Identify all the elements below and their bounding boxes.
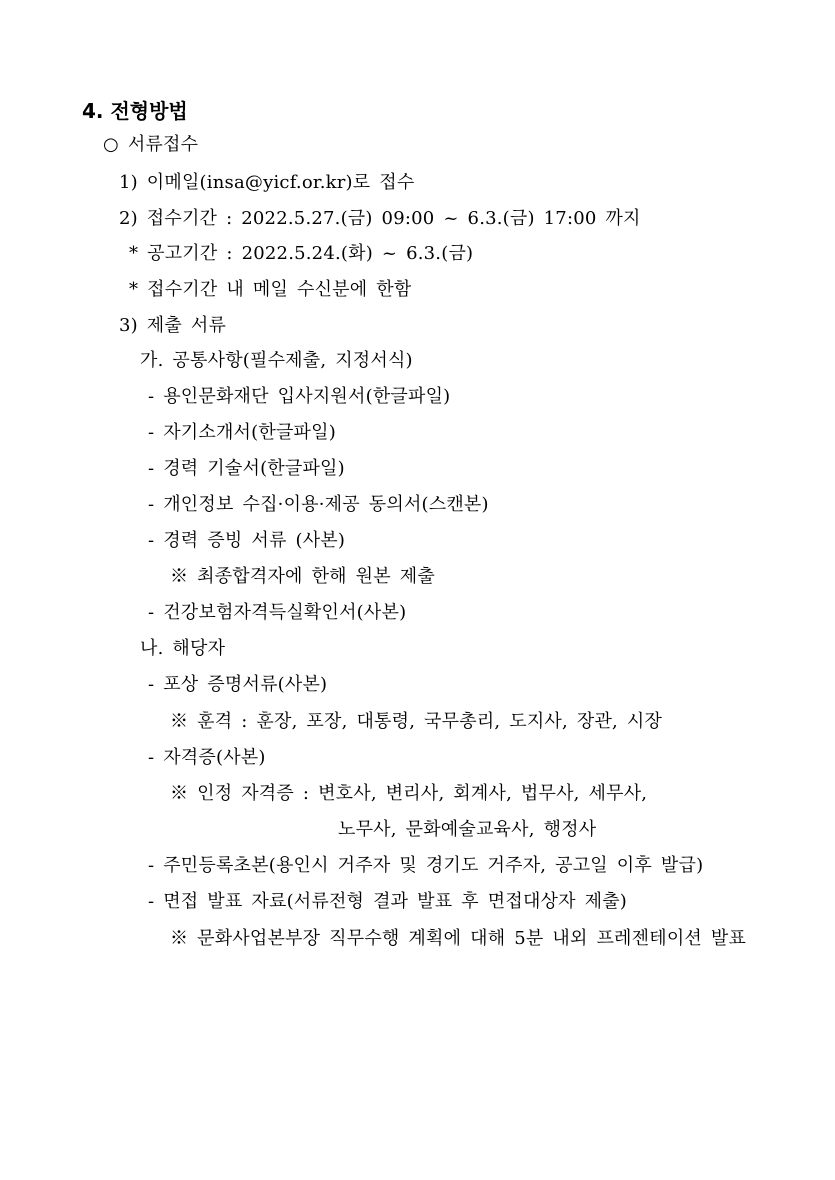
item-email-submission: 1) 이메일(insa@yicf.or.kr)로 접수	[119, 172, 415, 193]
doc-career-proof: - 경력 증빙 서류 (사본)	[148, 530, 346, 551]
note-email-received-only: * 접수기간 내 메일 수신분에 한함	[129, 279, 412, 300]
item-required-documents: 3) 제출 서류	[119, 315, 227, 336]
subsection-applicable: 나. 해당자	[140, 638, 226, 659]
subsection-common: 가. 공통사항(필수제출, 지정서식)	[140, 350, 413, 371]
doc-certificates: - 자격증(사본)	[148, 747, 266, 768]
note-presentation-plan: ※ 문화사업본부장 직무수행 계획에 대해 5분 내외 프레젠테이션 발표	[170, 928, 747, 949]
section-title: 4. 전형방법	[82, 99, 188, 123]
doc-self-introduction: - 자기소개서(한글파일)	[148, 422, 336, 443]
doc-interview-presentation: - 면접 발표 자료(서류전형 결과 발표 후 면접대상자 제출)	[148, 891, 628, 912]
doc-application-form: - 용인문화재단 입사지원서(한글파일)	[148, 386, 451, 407]
item-document-submission: ○ 서류접수	[103, 134, 199, 155]
doc-career-statement: - 경력 기술서(한글파일)	[148, 458, 345, 479]
note-recognized-certificates: ※ 인정 자격증 : 변호사, 변리사, 회계사, 법무사, 세무사,	[170, 783, 648, 804]
note-announcement-period: * 공고기간 : 2022.5.24.(화) ~ 6.3.(금)	[129, 243, 474, 264]
doc-resident-registration: - 주민등록초본(용인시 거주자 및 경기도 거주자, 공고일 이후 발급)	[148, 855, 704, 876]
doc-privacy-consent: - 개인정보 수집·이용·제공 동의서(스캔본)	[148, 494, 489, 515]
doc-health-insurance: - 건강보험자격득실확인서(사본)	[148, 602, 407, 623]
note-recognized-certificates-cont: 노무사, 문화예술교육사, 행정사	[338, 819, 597, 840]
item-submission-period: 2) 접수기간 : 2022.5.27.(금) 09:00 ~ 6.3.(금) 17:00 까지	[119, 208, 641, 229]
note-award-grades: ※ 훈격 : 훈장, 포장, 대통령, 국무총리, 도지사, 장관, 시장	[170, 711, 663, 732]
note-original-final-only: ※ 최종합격자에 한해 원본 제출	[170, 566, 435, 587]
doc-award-proof: - 포상 증명서류(사본)	[148, 674, 328, 695]
